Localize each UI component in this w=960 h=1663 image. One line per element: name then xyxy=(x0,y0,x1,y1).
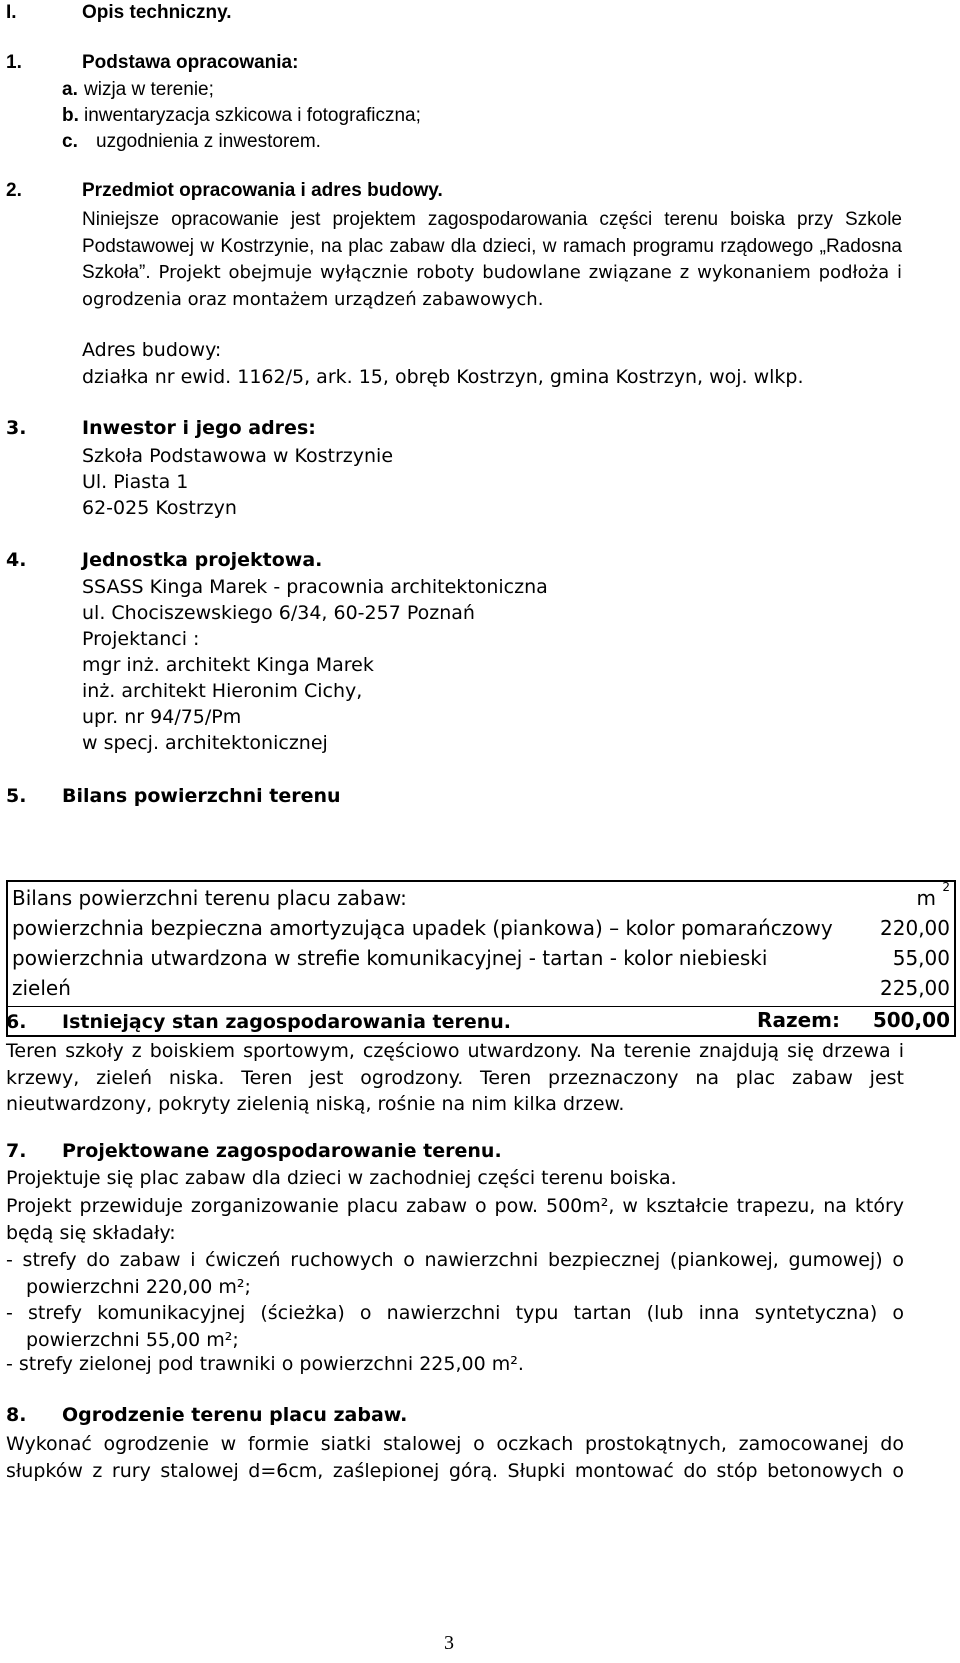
section-number: 8. xyxy=(6,1404,27,1426)
table-total-label: Razem: xyxy=(757,1008,840,1032)
heading-title: Opis techniczny. xyxy=(82,2,232,23)
table-row-value: 220,00 xyxy=(880,916,950,940)
table-divider xyxy=(8,1006,954,1007)
paragraph-text-verdana: Projekt obejmuje wyłącznie roboty budowlane związane z wykonaniem podłoża i ogrodzenia oraz montażem urządzeń zabawowych. xyxy=(82,262,902,310)
section-5-heading xyxy=(6,785,341,807)
section-title: Podstawa opracowania: xyxy=(82,52,299,73)
bullet-item: - strefy zielonej pod trawniki o powierzchni 225,00 m². xyxy=(6,1353,524,1375)
section-title: Przedmiot opracowania i adres budowy. xyxy=(82,180,443,201)
section-number: 3. xyxy=(6,417,27,439)
table-row-label: zieleń xyxy=(12,976,71,1000)
list-item xyxy=(62,79,214,101)
section-number: 7. xyxy=(6,1140,27,1162)
table-total-value: 500,00 xyxy=(872,1008,950,1032)
table-row-label: powierzchnia bezpieczna amortyzująca upadek (piankowa) – kolor pomarańczowy xyxy=(12,916,833,940)
section-title: Bilans powierzchni terenu xyxy=(62,785,341,807)
section-title: Jednostka projektowa. xyxy=(82,549,323,571)
designer-line: ul. Chociszewskiego 6/34, 60-257 Poznań xyxy=(82,602,475,624)
section-title: Projektowane zagospodarowanie terenu. xyxy=(62,1140,502,1162)
designer-line: upr. nr 94/75/Pm xyxy=(82,706,242,728)
list-marker: a. xyxy=(62,79,78,100)
section-6-heading xyxy=(6,1011,512,1033)
section-number: 4. xyxy=(6,549,27,571)
section-2-heading xyxy=(6,180,443,202)
page-number: 3 xyxy=(444,1632,454,1654)
designer-line: SSASS Kinga Marek - pracownia architektoniczna xyxy=(82,576,548,598)
section-number: 2. xyxy=(6,180,22,201)
section-2-paragraph xyxy=(82,207,902,313)
table-header-label: Bilans powierzchni terenu placu zabaw: xyxy=(12,886,407,910)
paragraph-text-arial: Niniejsze opracowanie jest projektem zagospodarowania części terenu boiska przy Szkole Podstawowej w Kostrzynie, na plac zabaw dla dzieci, w ramach programu rządowego „Radosna Szkoła”. xyxy=(82,209,902,283)
designer-line: w specj. architektonicznej xyxy=(82,732,328,754)
section-7-paragraph: Projekt przewiduje zorganizowanie placu zabaw o pow. 500m², w kształcie trapezu, na który będą się składały: xyxy=(6,1195,904,1244)
table-row-value: 225,00 xyxy=(880,976,950,1000)
section-8-paragraph: Wykonać ogrodzenie w formie siatki stalowej o oczkach prostokątnych, zamocowanej do słupków z rury stalowej d=6cm, zaślepionej górą. Słupki montować do stóp betonowych o xyxy=(6,1433,904,1482)
list-item xyxy=(62,105,421,127)
section-3-heading xyxy=(6,417,316,439)
list-item xyxy=(62,131,321,153)
table-row xyxy=(8,946,954,976)
table-row-value: 55,00 xyxy=(892,946,950,970)
table-header-row xyxy=(8,880,954,916)
unit-superscript: 2 xyxy=(942,880,950,894)
section-4-heading xyxy=(6,549,323,571)
address-text: działka nr ewid. 1162/5, ark. 15, obręb Kostrzyn, gmina Kostrzyn, woj. wlkp. xyxy=(82,366,804,388)
section-6-paragraph: Teren szkoły z boiskiem sportowym, częściowo utwardzony. Na terenie znajdują się drzewa i krzewy, zieleń niska. Teren jest ogrodzony. Teren przeznaczony na plac zabaw jest nieutwardzony, pokryty zielenią niską, rośnie na nim kilka drzew. xyxy=(6,1040,904,1115)
heading-number: I. xyxy=(6,2,17,23)
section-number: 6. xyxy=(6,1011,27,1033)
document-heading xyxy=(6,2,232,24)
list-text: inwentaryzacja szkicowa i fotograficzna; xyxy=(84,105,421,126)
unit-text: m xyxy=(916,886,936,910)
designer-line: mgr inż. architekt Kinga Marek xyxy=(82,654,374,676)
investor-line: 62-025 Kostrzyn xyxy=(82,497,237,519)
section-number: 5. xyxy=(6,785,27,807)
section-number: 1. xyxy=(6,52,22,73)
section-title: Istniejący stan zagospodarowania terenu. xyxy=(62,1011,512,1033)
bullet-item: - strefy do zabaw i ćwiczeń ruchowych o nawierzchni bezpiecznej (piankowej, gumowej) o powierzchni 220,00 m²; xyxy=(6,1249,904,1298)
address-title: Adres budowy: xyxy=(82,339,222,361)
list-text: wizja w terenie; xyxy=(84,79,214,100)
investor-line: Ul. Piasta 1 xyxy=(82,471,189,493)
section-title: Inwestor i jego adres: xyxy=(82,417,316,439)
designer-line: Projektanci : xyxy=(82,628,200,650)
table-row-label: powierzchnia utwardzona w strefie komunikacyjnej - tartan - kolor niebieski xyxy=(12,946,768,970)
table-row xyxy=(8,976,954,1006)
table-row xyxy=(8,916,954,946)
investor-line: Szkoła Podstawowa w Kostrzynie xyxy=(82,445,394,467)
designer-line: inż. architekt Hieronim Cichy, xyxy=(82,680,363,702)
section-8-heading xyxy=(6,1404,408,1426)
section-7-heading xyxy=(6,1140,502,1162)
section-7-line: Projektuje się plac zabaw dla dzieci w zachodniej części terenu boiska. xyxy=(6,1167,677,1189)
list-marker: b. xyxy=(62,105,79,126)
section-title: Ogrodzenie terenu placu zabaw. xyxy=(62,1404,408,1426)
list-text: uzgodnienia z inwestorem. xyxy=(96,131,321,152)
section-1-heading xyxy=(6,52,299,74)
table-unit xyxy=(916,880,950,910)
bullet-item: - strefy komunikacyjnej (ścieżka) o nawierzchni typu tartan (lub inna syntetyczna) o powierzchni 55,00 m²; xyxy=(6,1302,904,1351)
list-marker: c. xyxy=(62,131,78,152)
